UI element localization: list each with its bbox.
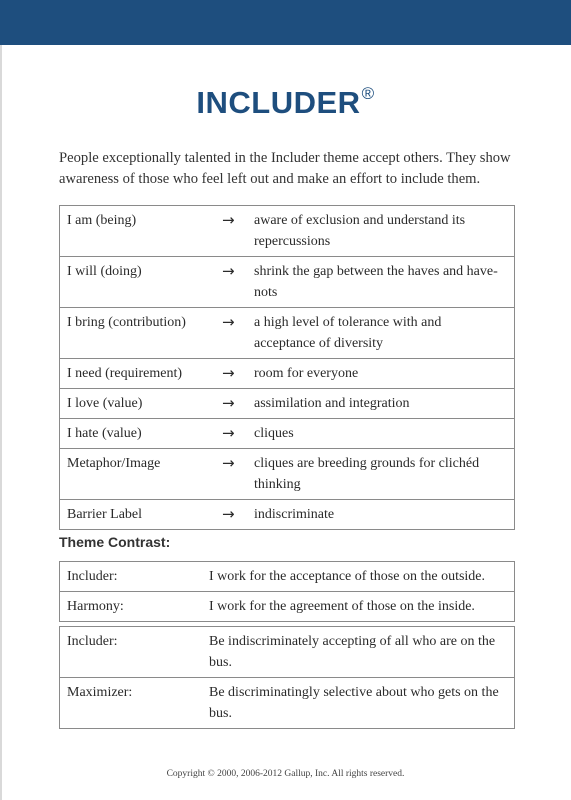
row-label: I love (value) bbox=[60, 389, 223, 419]
table-row bbox=[60, 678, 515, 729]
row-value: indiscriminate bbox=[254, 507, 335, 522]
row-label: I hate (value) bbox=[60, 419, 223, 449]
row-value: a high level of tolerance with and acceptance of diversity bbox=[254, 308, 515, 359]
theme-name: Maximizer: bbox=[67, 685, 133, 700]
row-value: assimilation and integration bbox=[254, 389, 515, 419]
table-row bbox=[60, 359, 515, 389]
table-row bbox=[60, 206, 515, 257]
table-row bbox=[60, 257, 515, 308]
arrow-icon: → bbox=[222, 505, 235, 523]
page-edge bbox=[0, 45, 2, 800]
theme-name: Includer: bbox=[60, 562, 210, 592]
row-label: I bring (contribution) bbox=[60, 308, 223, 359]
arrow-icon: → bbox=[222, 206, 254, 257]
table-row bbox=[60, 419, 515, 449]
contrast-table-harmony bbox=[59, 561, 515, 622]
theme-statement: Be indiscriminately accepting of all who are on the bus. bbox=[209, 627, 515, 678]
table-row bbox=[60, 449, 515, 500]
table-row bbox=[60, 500, 515, 530]
arrow-icon: → bbox=[222, 419, 254, 449]
row-label: I am (being) bbox=[60, 206, 223, 257]
page-title bbox=[0, 84, 571, 121]
attributes-table bbox=[59, 205, 515, 530]
row-value: shrink the gap between the haves and have-nots bbox=[254, 257, 515, 308]
arrow-icon: → bbox=[222, 308, 254, 359]
row-value: room for everyone bbox=[254, 359, 515, 389]
theme-contrast-heading: Theme Contrast: bbox=[59, 534, 171, 550]
row-label: Metaphor/Image bbox=[60, 449, 223, 500]
table-row bbox=[60, 308, 515, 359]
copyright-notice: Copyright © 2000, 2006-2012 Gallup, Inc. All rights reserved. bbox=[166, 769, 405, 779]
title-text: INCLUDER bbox=[196, 85, 361, 120]
table-row bbox=[60, 627, 515, 678]
arrow-icon: → bbox=[222, 359, 254, 389]
row-label: Barrier Label bbox=[67, 507, 143, 522]
theme-statement: Be discriminatingly selective about who gets on the bus. bbox=[209, 685, 499, 721]
theme-name: Includer: bbox=[60, 627, 210, 678]
table-row bbox=[60, 389, 515, 419]
row-value: cliques bbox=[254, 419, 515, 449]
header-band bbox=[0, 0, 571, 45]
arrow-icon: → bbox=[222, 389, 254, 419]
row-label: I need (requirement) bbox=[60, 359, 223, 389]
arrow-icon: → bbox=[222, 449, 254, 500]
arrow-icon: → bbox=[222, 257, 254, 308]
table-row bbox=[60, 562, 515, 592]
row-value: aware of exclusion and understand its repercussions bbox=[254, 206, 515, 257]
table-row bbox=[60, 592, 515, 622]
registered-mark: ® bbox=[361, 84, 375, 103]
row-label: I will (doing) bbox=[60, 257, 223, 308]
intro-paragraph: People exceptionally talented in the Includer theme accept others. They show awareness of those who feel left out and make an effort to include them. bbox=[59, 150, 511, 187]
theme-statement: I work for the acceptance of those on the outside. bbox=[209, 562, 515, 592]
row-value: cliques are breeding grounds for clichéd thinking bbox=[254, 449, 515, 500]
theme-statement: I work for the agreement of those on the inside. bbox=[209, 599, 475, 614]
theme-name: Harmony: bbox=[67, 599, 124, 614]
contrast-table-maximizer bbox=[59, 626, 515, 729]
